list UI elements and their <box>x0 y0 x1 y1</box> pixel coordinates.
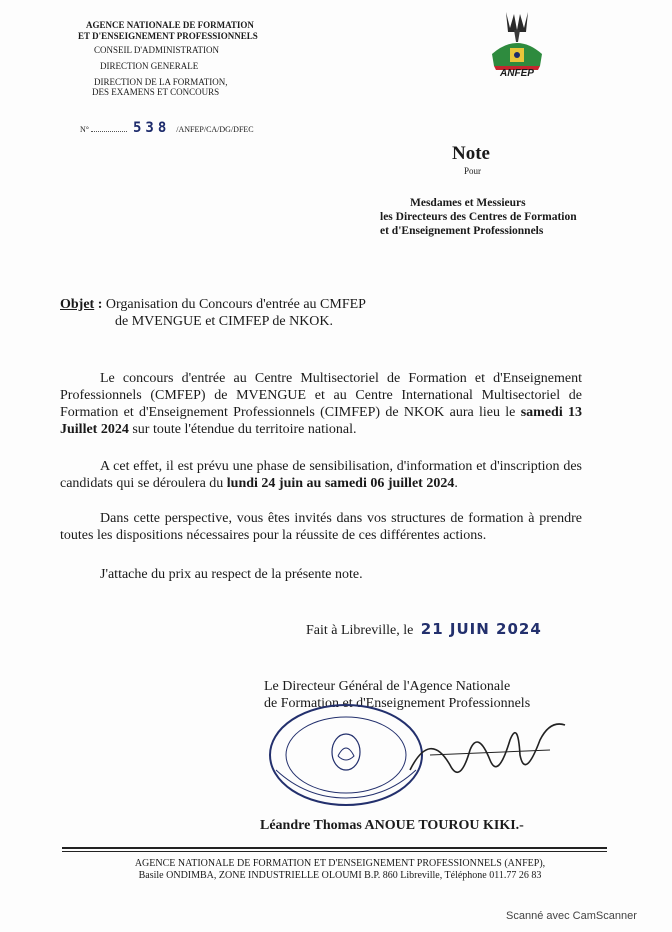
place-date <box>306 620 542 639</box>
place: Fait à Libreville, le <box>306 623 414 638</box>
subject-line1: Organisation du Concours d'entrée au CMFEP <box>105 297 366 312</box>
ref-number: 538 <box>132 120 171 136</box>
addressee <box>380 196 577 238</box>
dfec-line1: DIRECTION DE LA FORMATION, <box>94 77 228 87</box>
council-label: CONSEIL D'ADMINISTRATION <box>94 45 220 55</box>
agency-header <box>78 20 308 97</box>
signer-name: Léandre Thomas ANOUE TOUROU KIKI.- <box>260 818 524 833</box>
addressee-line2: les Directeurs des Centres de Formation <box>380 211 577 223</box>
footer-line2: Basile ONDIMBA, ZONE INDUSTRIELLE OLOUMI B.P. 860 Libreville, Téléphone 011.77 26 83 <box>138 870 542 881</box>
note-title: Note <box>452 143 490 164</box>
addressee-line1: Mesdames et Messieurs <box>410 197 526 209</box>
direction-label: DIRECTION GENERALE <box>100 61 199 71</box>
footer <box>70 858 610 882</box>
date-stamp: 21 JUIN 2024 <box>420 620 542 638</box>
paragraph-4: J'attache du prix au respect de la présente note. <box>100 567 363 582</box>
paragraph-1 <box>60 370 582 438</box>
signatory-title-line1: Le Directeur Général de l'Agence Nationale <box>264 679 511 694</box>
p2-end: . <box>454 476 458 491</box>
agency-name-line1: AGENCE NATIONALE DE FORMATION <box>86 20 254 30</box>
agency-name-line2: ET D'ENSEIGNEMENT PROFESSIONNELS <box>78 31 258 41</box>
paragraph-3: Dans cette perspective, vous êtes invités dans vos structures de formation à prendre toutes les dispositions nécessaires pour la réussite de ces différentes actions. <box>60 511 582 543</box>
subject-label: Objet <box>60 297 95 312</box>
ref-prefix: N° <box>80 125 89 134</box>
subject-line2: de MVENGUE et CIMFEP de NKOK. <box>115 314 334 329</box>
p1-text: Le concours d'entrée au Centre Multisectoriel de Formation et d'Enseignement Professionnels (CMFEP) de MVENGUE et au Centre International Multisectoriel de Formation et d'Enseignement Professionnels (CIMFEP) de NKOK aura lieu le <box>60 371 582 420</box>
p2-text: A cet effet, il est prévu une phase de sensibilisation, d'information et d'inscription des candidats qui se déroulera du <box>60 459 582 491</box>
logo-label: ANFEP <box>500 68 534 79</box>
signatory-title-line2: de Formation et d'Enseignement Professionnels <box>264 696 531 711</box>
ref-suffix: /ANFEP/CA/DG/DFEC <box>176 125 254 134</box>
footer-rule-bottom <box>62 851 607 852</box>
subject: Objet : Organisation du Concours d'entrée au CMFEP de MVENGUE et CIMFEP de NKOK. <box>60 297 366 329</box>
p2-dates: lundi 24 juin au samedi 06 juillet 2024 <box>226 476 455 491</box>
dfec-line2: DES EXAMENS ET CONCOURS <box>92 87 220 97</box>
footer-line1: AGENCE NATIONALE DE FORMATION ET D'ENSEIGNEMENT PROFESSIONNELS (ANFEP), <box>134 858 546 869</box>
paragraph-2 <box>60 458 582 492</box>
footer-rule-top <box>62 847 607 849</box>
scanner-watermark: Scanné avec CamScanner <box>506 910 637 922</box>
p1-end: sur toute l'étendue du territoire national. <box>128 422 357 437</box>
addressee-line3: et d'Enseignement Professionnels <box>380 225 544 237</box>
note-pour: Pour <box>464 166 482 176</box>
signature-icon <box>400 710 570 800</box>
p1-date: samedi 13 Juillet 2024 <box>60 405 583 437</box>
reference-number <box>80 120 254 136</box>
